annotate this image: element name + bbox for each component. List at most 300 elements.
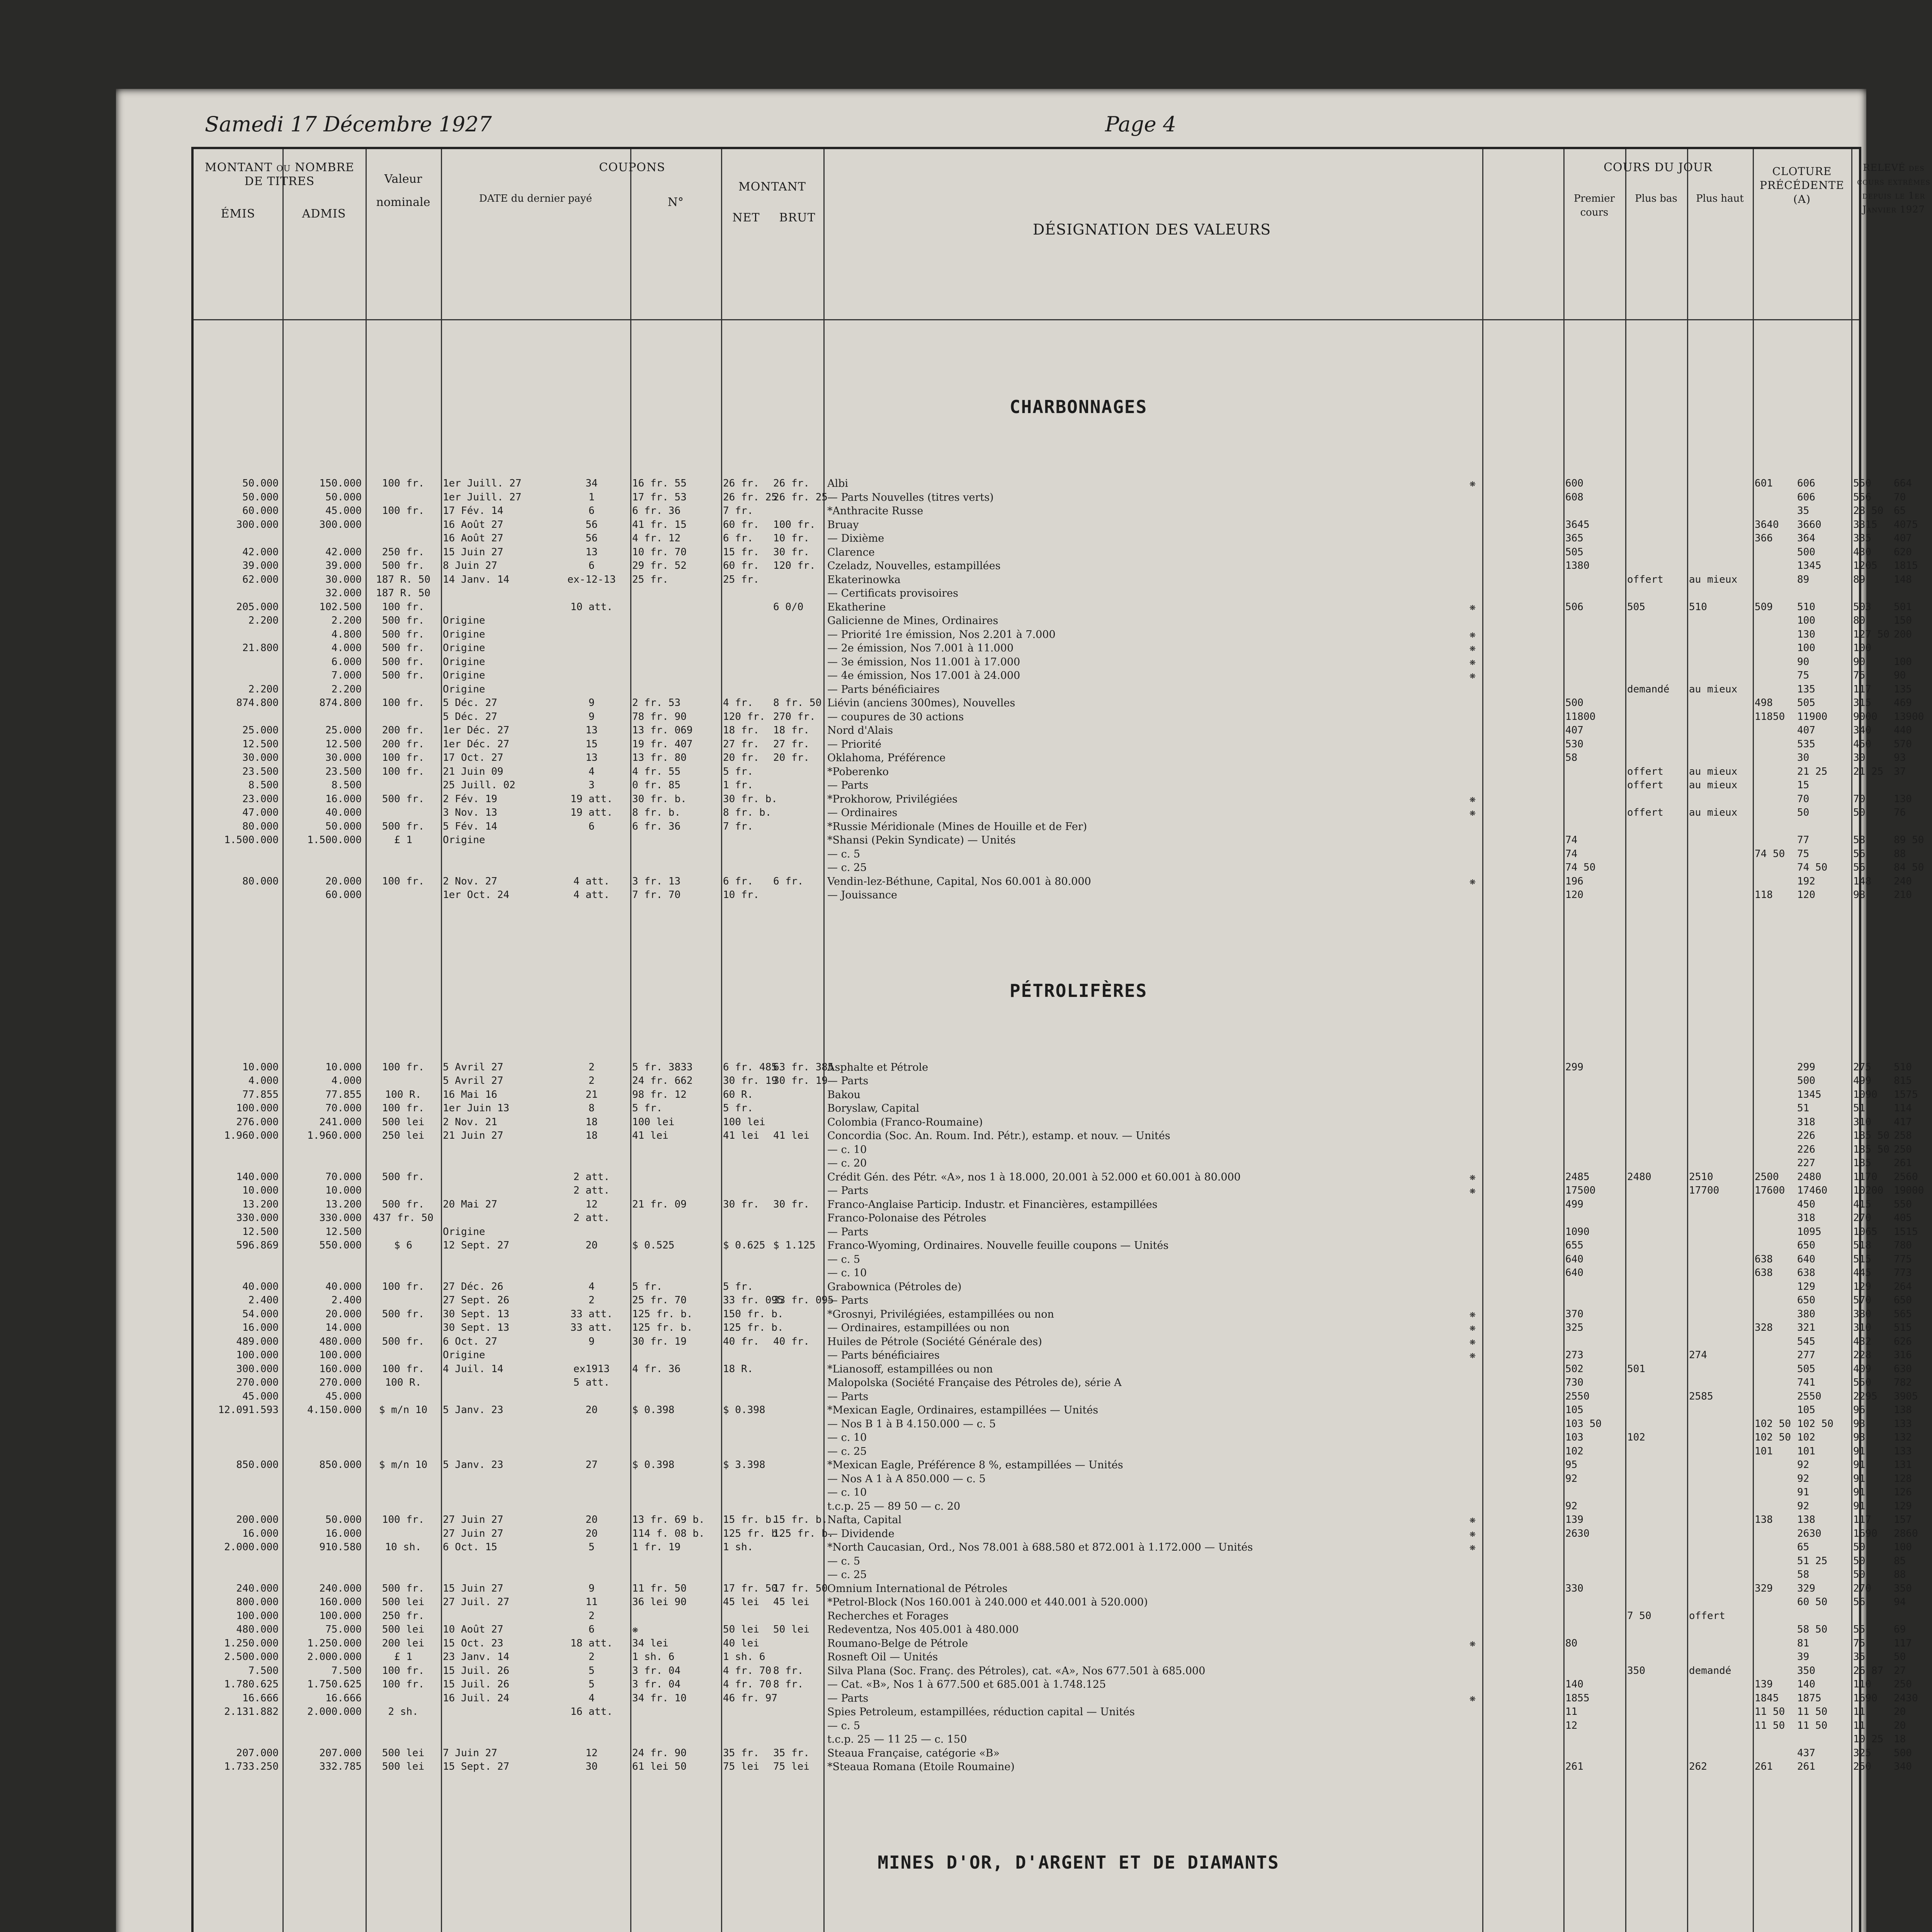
- cell-val: 500 fr.: [382, 1308, 425, 1320]
- cell-lo: 503: [1853, 601, 1871, 613]
- cell-admis: 1.750.625: [307, 1679, 362, 1690]
- cell-hi: 100: [1894, 1541, 1912, 1553]
- cell-des: Asphalte et Pétrole: [827, 1061, 929, 1073]
- cell-rev: 30 fr.: [773, 546, 810, 558]
- cell-admis: 50.000: [325, 820, 362, 832]
- cell-emis: 1.780.625: [224, 1679, 279, 1690]
- cell-date: 27 Déc. 26: [443, 1281, 503, 1293]
- cell-rev: 35 fr.: [773, 1747, 810, 1759]
- table-row: [194, 532, 1912, 546]
- cell-cl: 58: [1797, 1569, 1810, 1580]
- cell-pc: 502: [1565, 1363, 1583, 1375]
- cell-net: 4 fr. 36: [632, 1363, 681, 1375]
- cell-no: 2: [588, 1075, 595, 1087]
- table-row: [194, 1719, 1906, 1733]
- cell-lo: 11: [1853, 1706, 1866, 1718]
- cell-des: — c. 5: [827, 1719, 861, 1732]
- cell-brut: 20 fr.: [723, 752, 759, 764]
- cell-brut: 4 fr. 70: [723, 1679, 772, 1690]
- cell-cl: 329: [1797, 1582, 1815, 1594]
- cell-rev: 41 lei: [773, 1130, 810, 1141]
- cell-ph: au mieux: [1689, 683, 1738, 695]
- cell-admis: 12.500: [325, 738, 362, 750]
- cell-hi: 100: [1894, 656, 1912, 668]
- cell-val: 500 fr.: [382, 793, 425, 805]
- table-row: [194, 1102, 1912, 1116]
- table-row: [194, 478, 1912, 491]
- cell-lo: 26 87: [1853, 1665, 1884, 1677]
- cell-pc: 102: [1565, 1445, 1583, 1457]
- cell-lo: 56: [1853, 862, 1866, 873]
- cell-no: 15: [585, 738, 598, 750]
- cell-cl: 100: [1797, 615, 1815, 626]
- cell-lo: 28 50: [1853, 505, 1884, 517]
- cell-net: 16 fr. 55: [632, 478, 687, 489]
- cell-hi: 135: [1894, 683, 1912, 695]
- cell-dc: 638: [1755, 1267, 1773, 1279]
- cell-date: 21 Juin 27: [443, 1130, 503, 1141]
- cell-emis: 2.500.000: [224, 1651, 279, 1663]
- cell-emis: 2.131.882: [224, 1706, 279, 1718]
- table-row: [194, 711, 1924, 724]
- table-row: [194, 1116, 1912, 1129]
- cell-no: 4: [588, 1692, 595, 1704]
- cell-hi: 626: [1894, 1335, 1912, 1347]
- cell-emis: 1.250.000: [224, 1637, 279, 1649]
- cell-lo: 310: [1853, 1116, 1871, 1128]
- cell-lo: 409: [1853, 1363, 1871, 1375]
- cell-pc: 407: [1565, 724, 1583, 736]
- cell-lo: 91: [1853, 1486, 1866, 1498]
- cell-dc: 328: [1755, 1322, 1773, 1333]
- cell-admis: 332.785: [319, 1761, 362, 1772]
- cell-pc: 1855: [1565, 1692, 1590, 1704]
- cell-brut: $ 0.398: [723, 1404, 765, 1416]
- cell-val: 500 fr.: [382, 1335, 425, 1347]
- cell-hi: 90: [1894, 670, 1906, 681]
- cell-admis: 45.000: [325, 1390, 362, 1402]
- cell-emis: 4.000: [248, 1075, 279, 1087]
- cell-lo: 415: [1853, 1198, 1871, 1210]
- cell-emis: 200.000: [236, 1514, 279, 1526]
- cell-des: Boryslaw, Capital: [827, 1102, 920, 1114]
- cell-date: 14 Janv. 14: [443, 573, 510, 585]
- table-row: [194, 834, 1924, 847]
- cell-date: 27 Juin 27: [443, 1527, 503, 1539]
- cell-des: *Petrol-Block (Nos 160.001 à 240.000 et 440.001 à 520.000): [827, 1596, 1148, 1608]
- cell-des: — c. 20: [827, 1157, 867, 1169]
- cell-des: — Ordinaires: [827, 807, 898, 819]
- cell-date: 27 Sept. 26: [443, 1294, 510, 1306]
- cell-emis: 21.800: [242, 642, 279, 654]
- cell-hi: 261: [1894, 1157, 1912, 1169]
- table-row: [194, 1088, 1918, 1102]
- cell-pc: 530: [1565, 738, 1583, 750]
- cell-rev: 27 fr.: [773, 738, 810, 750]
- cell-hi: 69: [1894, 1624, 1906, 1635]
- cell-mk: ❋: [1469, 1349, 1476, 1361]
- cell-date: 5 Fév. 14: [443, 820, 497, 832]
- cell-no: 5: [588, 1541, 595, 1553]
- newspaper-page: [116, 89, 1930, 1932]
- cell-val: 100 fr.: [382, 875, 425, 887]
- cell-lo: 91: [1853, 1500, 1866, 1512]
- cell-hi: 129: [1894, 1500, 1912, 1512]
- cell-brut: 60 R.: [723, 1088, 753, 1100]
- cell-hi: 469: [1894, 697, 1912, 709]
- cell-des: *Anthracite Russe: [827, 505, 923, 517]
- cell-net: 1 sh. 6: [632, 1651, 675, 1663]
- cell-pc: 80: [1565, 1637, 1578, 1649]
- cell-lo: 89: [1853, 573, 1866, 585]
- cell-pc: 370: [1565, 1308, 1583, 1320]
- cell-hi: 133: [1894, 1418, 1912, 1430]
- cell-dc: 74 50: [1755, 848, 1785, 860]
- cell-pc: 1090: [1565, 1226, 1590, 1238]
- cell-date: 20 Mai 27: [443, 1198, 497, 1210]
- cell-val: 187 R. 50: [376, 587, 430, 599]
- cell-mk: ❋: [1469, 1322, 1476, 1333]
- cell-rev: 18 fr.: [773, 724, 810, 736]
- cell-net: 30 fr. 19: [632, 1335, 687, 1347]
- cell-hi: 128: [1894, 1473, 1912, 1485]
- cell-admis: 20.000: [325, 1308, 362, 1320]
- cell-des: — 4e émission, Nos 17.001 à 24.000: [827, 670, 1020, 682]
- cell-cl: 380: [1797, 1308, 1815, 1320]
- cell-val: 500 lei: [382, 1116, 425, 1128]
- cell-lo: 50: [1853, 1541, 1866, 1553]
- table-row: [194, 1596, 1906, 1609]
- cell-rev: 120 fr.: [773, 560, 816, 571]
- cell-cl: 1345: [1797, 1088, 1821, 1100]
- cell-des: Franco-Anglaise Particip. Industr. et Financières, estampillées: [827, 1198, 1158, 1211]
- cell-date: 30 Sept. 13: [443, 1308, 510, 1320]
- cell-date: 5 Avril 27: [443, 1061, 503, 1073]
- cell-net: 5 fr. 3833: [632, 1061, 693, 1073]
- cell-val: 500 lei: [382, 1761, 425, 1772]
- cell-des: Silva Plana (Soc. Franç. des Pétroles), cat. «A», Nos 677.501 à 685.000: [827, 1665, 1206, 1677]
- cell-date: 30 Sept. 13: [443, 1322, 510, 1333]
- cell-hi: 565: [1894, 1308, 1912, 1320]
- cell-brut: 30 fr. 19: [723, 1075, 777, 1087]
- cell-cl: 640: [1797, 1253, 1815, 1265]
- cell-lo: 335: [1853, 532, 1871, 544]
- cell-net: 34 fr. 10: [632, 1692, 687, 1704]
- cell-hi: 773: [1894, 1267, 1912, 1279]
- cell-hi: 65: [1894, 505, 1906, 517]
- table-row: [194, 1665, 1906, 1678]
- cell-no: 20: [585, 1514, 598, 1526]
- cell-no: 6: [588, 560, 595, 571]
- cell-cl: 75: [1797, 670, 1810, 681]
- cell-val: 250 fr.: [382, 546, 425, 558]
- cell-mk: ❋: [1469, 1692, 1476, 1704]
- cell-des: Nafta, Capital: [827, 1514, 902, 1526]
- cell-des: *Mexican Eagle, Préférence 8 %, estampillées — Unités: [827, 1459, 1123, 1471]
- cell-val: 2 sh.: [388, 1706, 418, 1718]
- cell-des: t.c.p. 25 — 89 50 — c. 20: [827, 1500, 961, 1512]
- col-brut: BRUT: [779, 211, 816, 224]
- cell-admis: 2.200: [331, 615, 362, 626]
- table-row: [194, 1582, 1912, 1596]
- cell-lo: 450: [1853, 738, 1871, 750]
- cell-net: 7 fr. 70: [632, 889, 681, 901]
- cell-net: $ 0.525: [632, 1240, 675, 1251]
- cell-lo: 98: [1853, 889, 1866, 901]
- cell-hi: 250: [1894, 1143, 1912, 1155]
- table-row: [194, 505, 1906, 518]
- cell-emis: 47.000: [242, 807, 279, 818]
- cell-hi: 89 50: [1894, 834, 1924, 846]
- cell-emis: 276.000: [236, 1116, 279, 1128]
- cell-lo: 550: [1853, 478, 1871, 489]
- cell-lo: 50: [1853, 1555, 1866, 1567]
- cell-no: ex1913: [573, 1363, 610, 1375]
- cell-net: 13 fr. 069: [632, 724, 693, 736]
- cell-val: 10 sh.: [385, 1541, 422, 1553]
- cell-cl: 1095: [1797, 1226, 1821, 1238]
- cell-dc: 329: [1755, 1582, 1773, 1594]
- table-row: [194, 656, 1912, 669]
- cell-admis: 14.000: [325, 1322, 362, 1333]
- cell-net: 24 fr. 662: [632, 1075, 693, 1087]
- cell-pc: 74: [1565, 834, 1578, 846]
- cell-des: — Certificats provisoires: [827, 587, 958, 599]
- cell-no: 3: [588, 779, 595, 791]
- cell-lo: 185: [1853, 1157, 1871, 1169]
- cell-date: 17 Oct. 27: [443, 752, 503, 764]
- cell-hi: 630: [1894, 1363, 1912, 1375]
- cell-hi: 407: [1894, 532, 1912, 544]
- cell-emis: 80.000: [242, 820, 279, 832]
- cell-brut: 75 lei: [723, 1761, 759, 1772]
- cell-lo: 51: [1853, 1102, 1866, 1114]
- cell-no: 30: [585, 1761, 598, 1772]
- cell-des: *Steaua Romana (Etoile Roumaine): [827, 1761, 1015, 1773]
- cell-cl: 1875: [1797, 1692, 1821, 1704]
- cell-admis: 42.000: [325, 546, 362, 558]
- cell-emis: 80.000: [242, 875, 279, 887]
- cell-date: 21 Juin 09: [443, 765, 503, 777]
- cell-hi: 85: [1894, 1555, 1906, 1567]
- table-row: [194, 738, 1912, 752]
- cell-hi: 2430: [1894, 1692, 1918, 1704]
- cell-des: Steaua Française, catégorie «B»: [827, 1747, 1000, 1759]
- cell-pb: 7 50: [1627, 1610, 1651, 1622]
- cell-cl: 11900: [1797, 711, 1828, 723]
- cell-net: 24 fr. 90: [632, 1747, 687, 1759]
- table-row: [194, 1432, 1912, 1445]
- cell-cl: 35: [1797, 505, 1810, 517]
- cell-hi: 37: [1894, 765, 1906, 777]
- cell-des: *Lianosoff, estampillées ou non: [827, 1363, 993, 1375]
- col-cours-jour: COURS DU JOUR: [1604, 161, 1713, 174]
- cell-des: Malopolska (Société Française des Pétroles de), série A: [827, 1377, 1122, 1389]
- cell-emis: 205.000: [236, 601, 279, 613]
- cell-admis: 1.250.000: [307, 1637, 362, 1649]
- cell-dc: 509: [1755, 601, 1773, 613]
- cell-brut: 60 fr.: [723, 519, 759, 531]
- cell-date: Origine: [443, 1349, 485, 1361]
- cell-val: 500 fr.: [382, 820, 425, 832]
- cell-val: 100 fr.: [382, 1665, 425, 1677]
- cell-rev: $ 1.125: [773, 1240, 816, 1251]
- cell-pb: 505: [1627, 601, 1645, 613]
- cell-pc: 1380: [1565, 560, 1590, 571]
- cell-emis: 489.000: [236, 1335, 279, 1347]
- cell-admis: 25.000: [325, 724, 362, 736]
- cell-ph: au mieux: [1689, 573, 1738, 585]
- cell-brut: 45 lei: [723, 1596, 759, 1608]
- table-row: [194, 1569, 1906, 1582]
- cell-cl: 11 50: [1797, 1706, 1828, 1718]
- cell-lo: 515: [1853, 1253, 1871, 1265]
- table-row: [194, 1212, 1912, 1225]
- table-row: [194, 1240, 1912, 1253]
- cell-hi: 815: [1894, 1075, 1912, 1087]
- cell-val: 200 lei: [382, 1637, 425, 1649]
- cell-net: 17 fr. 53: [632, 491, 687, 503]
- cell-date: 1er Déc. 27: [443, 724, 510, 736]
- cell-net: 34 lei: [632, 1637, 668, 1649]
- cell-des: — c. 25: [827, 1445, 867, 1458]
- cell-lo: 75: [1853, 670, 1866, 681]
- table-row: [194, 628, 1912, 642]
- cell-cl: 650: [1797, 1240, 1815, 1251]
- cell-val: 500 lei: [382, 1624, 425, 1635]
- cell-brut: 5 fr.: [723, 1102, 753, 1114]
- table-row: [194, 1651, 1906, 1664]
- cell-hi: 340: [1894, 1761, 1912, 1772]
- cell-admis: 2.000.000: [307, 1706, 362, 1718]
- cell-date: 23 Janv. 14: [443, 1651, 510, 1663]
- cell-des: Grabownica (Pétroles de): [827, 1281, 962, 1293]
- table-row: [194, 1226, 1918, 1239]
- cell-cl: 226: [1797, 1130, 1815, 1141]
- cell-hi: 19000: [1894, 1185, 1924, 1196]
- cell-admis: 75.000: [325, 1624, 362, 1635]
- cell-date: 1er Déc. 27: [443, 738, 510, 750]
- cell-brut: 41 lei: [723, 1130, 759, 1141]
- cell-net: 8 fr. b.: [632, 807, 681, 818]
- cell-emis: 1.500.000: [224, 834, 279, 846]
- cell-cl: 30: [1797, 752, 1810, 764]
- table-row: [194, 1390, 1918, 1404]
- cell-lo: 93: [1853, 1432, 1866, 1443]
- cell-hi: 650: [1894, 1294, 1912, 1306]
- cell-lo: 30: [1853, 752, 1866, 764]
- cell-emis: 100.000: [236, 1610, 279, 1622]
- cell-admis: 270.000: [319, 1377, 362, 1388]
- cell-des: Roumano-Belge de Pétrole: [827, 1637, 968, 1650]
- cell-no: 2: [588, 1294, 595, 1306]
- cell-val: 200 fr.: [382, 724, 425, 736]
- col-montant: MONTANT: [738, 180, 806, 194]
- table-row: [194, 670, 1906, 683]
- cell-ph: 2585: [1689, 1390, 1713, 1402]
- cell-des: *Mexican Eagle, Ordinaires, estampillées — Unités: [827, 1404, 1099, 1416]
- cell-pc: 74: [1565, 848, 1578, 860]
- cell-emis: 300.000: [236, 1363, 279, 1375]
- table-row: [194, 587, 1859, 600]
- cell-des: — Priorité: [827, 738, 881, 750]
- cell-val: 500 lei: [382, 1747, 425, 1759]
- cell-cl: 1345: [1797, 560, 1821, 571]
- table-row: [194, 1692, 1918, 1706]
- cell-val: 500 fr.: [382, 1171, 425, 1183]
- cell-hi: 13900: [1894, 711, 1924, 723]
- col-emis: ÉMIS: [221, 207, 255, 221]
- cell-no: 5 att.: [573, 1377, 610, 1388]
- cell-rev: 8 fr.: [773, 1665, 804, 1677]
- cell-admis: 330.000: [319, 1212, 362, 1224]
- cell-cl: 51 25: [1797, 1555, 1828, 1567]
- cell-des: — Parts bénéficiaires: [827, 683, 940, 696]
- cell-hi: 316: [1894, 1349, 1912, 1361]
- cell-no: 2: [588, 1061, 595, 1073]
- cell-mk: ❋: [1469, 478, 1476, 489]
- cell-des: Huiles de Pétrole (Société Générale des): [827, 1335, 1042, 1348]
- cell-admis: 1.500.000: [307, 834, 362, 846]
- cell-admis: 10.000: [325, 1061, 362, 1073]
- cell-pc: 730: [1565, 1377, 1583, 1388]
- cell-pc: 11800: [1565, 711, 1596, 723]
- cell-admis: 160.000: [319, 1363, 362, 1375]
- cell-cl: 606: [1797, 491, 1815, 503]
- cell-cl: 39: [1797, 1651, 1810, 1663]
- cell-admis: 45.000: [325, 505, 362, 517]
- cell-admis: 240.000: [319, 1582, 362, 1594]
- cell-emis: 800.000: [236, 1596, 279, 1608]
- cell-rev: 26 fr.: [773, 478, 810, 489]
- cell-pc: 92: [1565, 1473, 1578, 1485]
- cell-pc: 2630: [1565, 1527, 1590, 1539]
- cell-val: 500 fr.: [382, 1582, 425, 1594]
- cell-pc: 58: [1565, 752, 1578, 764]
- cell-lo: 430: [1853, 546, 1871, 558]
- cell-cl: 226: [1797, 1143, 1815, 1155]
- cell-pb: 350: [1627, 1665, 1645, 1677]
- cell-no: 20: [585, 1240, 598, 1251]
- cell-net: 3 fr. 04: [632, 1679, 681, 1690]
- cell-lo: 100: [1853, 642, 1871, 654]
- cell-date: 10 Août 27: [443, 1624, 503, 1635]
- table-row: [194, 1445, 1912, 1459]
- cell-admis: 70.000: [325, 1102, 362, 1114]
- cell-admis: 241.000: [319, 1116, 362, 1128]
- cell-brut: 30 fr.: [723, 1198, 759, 1210]
- cell-net: 5 fr.: [632, 1281, 663, 1293]
- cell-cl: 364: [1797, 532, 1815, 544]
- cell-no: 6: [588, 1624, 595, 1635]
- cell-ph: offert: [1689, 1610, 1725, 1622]
- cell-no: 11: [585, 1596, 598, 1608]
- col-premier: Premier cours: [1573, 193, 1615, 218]
- cell-des: Recherches et Forages: [827, 1610, 949, 1622]
- cell-lo: 50: [1853, 1569, 1866, 1580]
- cell-emis: 45.000: [242, 1390, 279, 1402]
- table-row: [194, 1157, 1912, 1170]
- cell-emis: 12.091.593: [218, 1404, 279, 1416]
- cell-mk: ❋: [1469, 793, 1476, 805]
- cell-net: 41 lei: [632, 1130, 668, 1141]
- cell-emis: 77.855: [242, 1088, 279, 1100]
- table-row: [194, 1624, 1906, 1637]
- cell-hi: 20: [1894, 1719, 1906, 1731]
- cell-brut: 27 fr.: [723, 738, 759, 750]
- cell-dc: 17600: [1755, 1185, 1785, 1196]
- cell-date: 5 Avril 27: [443, 1075, 503, 1087]
